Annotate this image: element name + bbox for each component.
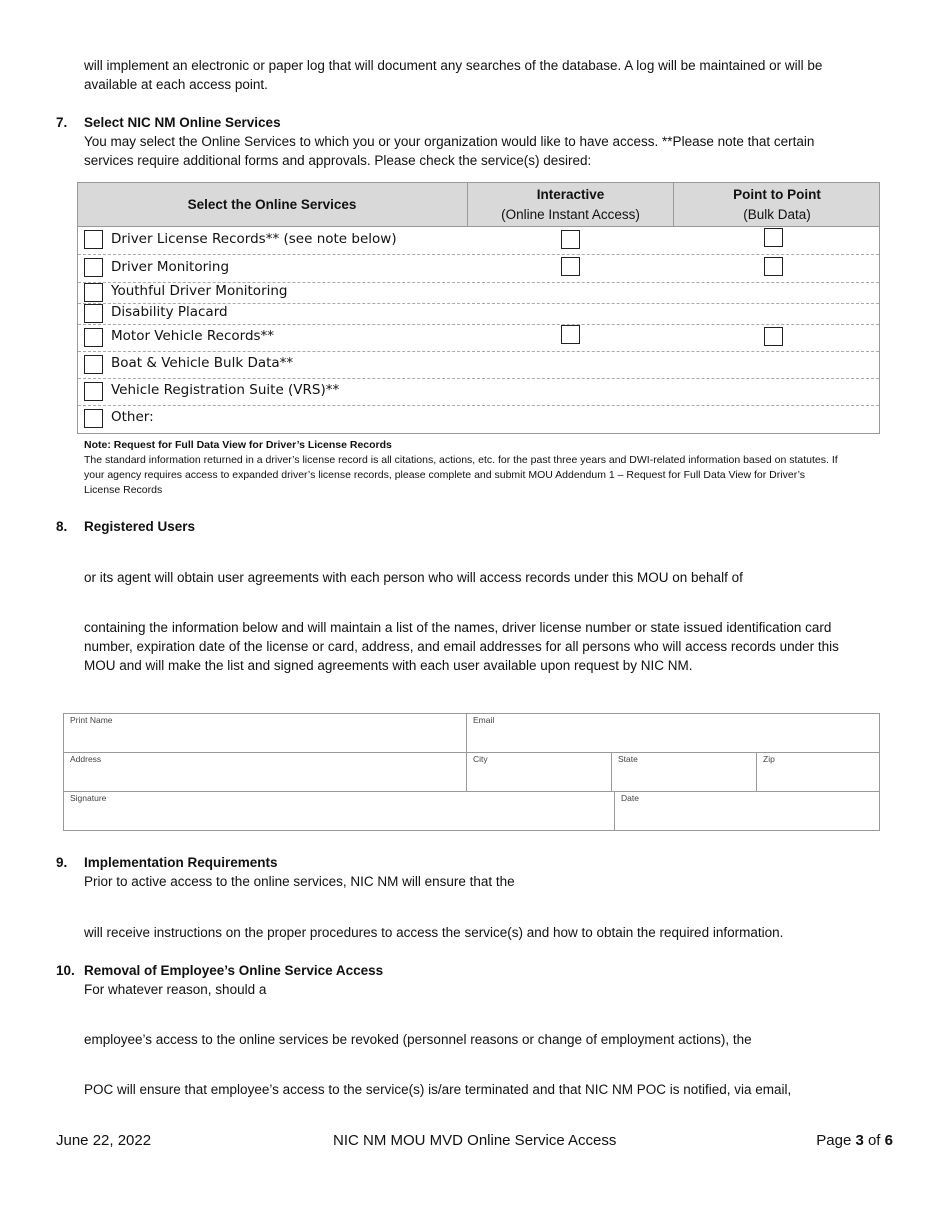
section-9-title: Implementation Requirements <box>84 855 278 870</box>
select-checkbox[interactable] <box>84 382 103 401</box>
service-label: Driver Monitoring <box>111 259 230 275</box>
date-label: Date <box>621 793 639 803</box>
signature-field[interactable] <box>64 792 615 830</box>
section-7-number: 7. <box>56 115 68 130</box>
state-label: State <box>618 754 638 764</box>
footer-date: June 22, 2022 <box>56 1132 152 1149</box>
point-to-point-checkbox[interactable] <box>764 228 783 247</box>
registered-user-form <box>63 713 880 831</box>
zip-label: Zip <box>763 754 775 764</box>
section-7-body: You may select the Online Services to which you or your organization would like to have access. **Please note that certain services require additional forms and approvals. Please check the service(s) desired: <box>84 134 815 168</box>
service-label: Youthful Driver Monitoring <box>111 283 288 299</box>
select-checkbox[interactable] <box>84 355 103 374</box>
address-field[interactable] <box>64 753 467 792</box>
service-row-boat-vehicle <box>78 352 879 379</box>
page-of: of <box>863 1132 885 1149</box>
section-10-title: Removal of Employee’s Online Service Access <box>84 963 384 978</box>
section-8-body: containing the information below and will maintain a list of the names, driver license number or state issued identification card number, expiration date of the license or card, address, and email addresses for all persons who will access records under this MOU and will make the list and signed agreements with each user available upon request by NIC NM. <box>84 620 839 673</box>
intro-paragraph: will implement an electronic or paper log that will document any searches of the database. A log will be maintained or will be available at each access point. <box>84 58 823 92</box>
service-label: Other: <box>111 409 154 425</box>
service-row-driver-monitoring <box>78 255 879 283</box>
note-body: The standard information returned in a driver’s license record is all citations, actions, etc. for the past three years and DWI-related information based on statutes. If your agency requires access to expanded driver’s license records, please complete and submit MOU Addendum 1 – Request for Full Data View for Driver’s License Records <box>84 454 838 496</box>
service-row-other <box>78 406 879 432</box>
print-name-field[interactable] <box>64 714 467 753</box>
service-label: Driver License Records** (see note below) <box>111 231 397 247</box>
select-checkbox[interactable] <box>84 328 103 347</box>
section-10-line1: For whatever reason, should a <box>84 982 267 997</box>
services-table <box>77 182 880 434</box>
date-field[interactable] <box>615 792 879 830</box>
section-9-number: 9. <box>56 855 68 870</box>
footer-title: NIC NM MOU MVD Online Service Access <box>333 1132 617 1149</box>
section-7-title: Select NIC NM Online Services <box>84 115 281 130</box>
service-row-driver-license <box>78 227 879 255</box>
page-prefix: Page <box>816 1132 856 1149</box>
service-label: Motor Vehicle Records** <box>111 328 275 344</box>
section-8-title: Registered Users <box>84 519 196 534</box>
header-ptp-sub: (Bulk Data) <box>743 206 811 222</box>
select-checkbox[interactable] <box>84 258 103 277</box>
header-interactive <box>467 183 673 226</box>
full-data-view-note <box>84 438 844 498</box>
service-row-motor-vehicle-records <box>78 325 879 352</box>
email-label: Email <box>473 715 495 725</box>
print-name-label: Print Name <box>70 715 113 725</box>
section-9-line2: will receive instructions on the proper procedures to access the service(s) and how to obtain the required information. <box>84 925 784 940</box>
select-checkbox[interactable] <box>84 409 103 428</box>
city-label: City <box>473 754 488 764</box>
footer-page <box>816 1132 893 1149</box>
state-field[interactable] <box>612 753 757 792</box>
header-ptp-title: Point to Point <box>733 186 821 202</box>
service-label: Boat & Vehicle Bulk Data** <box>111 355 294 371</box>
zip-field[interactable] <box>757 753 879 792</box>
services-table-header <box>78 183 879 227</box>
address-label: Address <box>70 754 102 764</box>
header-interactive-sub: (Online Instant Access) <box>501 206 640 222</box>
service-row-vrs <box>78 379 879 406</box>
select-checkbox[interactable] <box>84 230 103 249</box>
header-interactive-title: Interactive <box>536 186 605 202</box>
interactive-checkbox[interactable] <box>561 230 580 249</box>
select-checkbox[interactable] <box>84 304 103 323</box>
note-title: Note: Request for Full Data View for Driver’s License Records <box>84 439 392 451</box>
service-row-disability-placard <box>78 304 879 325</box>
section-10-line3: POC will ensure that employee’s access to the service(s) is/are terminated and that NIC NM POC is notified, via email, <box>84 1082 792 1097</box>
section-9-line1: Prior to active access to the online services, NIC NM will ensure that the <box>84 874 515 889</box>
service-label: Disability Placard <box>111 304 228 320</box>
page-number: 3 <box>855 1132 864 1149</box>
service-label: Vehicle Registration Suite (VRS)** <box>111 382 340 398</box>
service-row-youthful-driver <box>78 283 879 304</box>
city-field[interactable] <box>467 753 612 792</box>
section-8-line1: or its agent will obtain user agreements with each person who will access records under this MOU on behalf of <box>84 570 743 585</box>
point-to-point-checkbox[interactable] <box>764 257 783 276</box>
interactive-checkbox[interactable] <box>561 325 580 344</box>
page-total: 6 <box>884 1132 893 1149</box>
signature-label: Signature <box>70 793 107 803</box>
section-8-number: 8. <box>56 519 68 534</box>
select-checkbox[interactable] <box>84 283 103 302</box>
point-to-point-checkbox[interactable] <box>764 327 783 346</box>
header-point-to-point <box>673 183 880 226</box>
interactive-checkbox[interactable] <box>561 257 580 276</box>
header-select-services: Select the Online Services <box>187 196 357 212</box>
email-field[interactable] <box>467 714 879 753</box>
section-10-line2: employee’s access to the online services be revoked (personnel reasons or change of employment actions), the <box>84 1032 752 1047</box>
section-10-number: 10. <box>56 963 75 978</box>
